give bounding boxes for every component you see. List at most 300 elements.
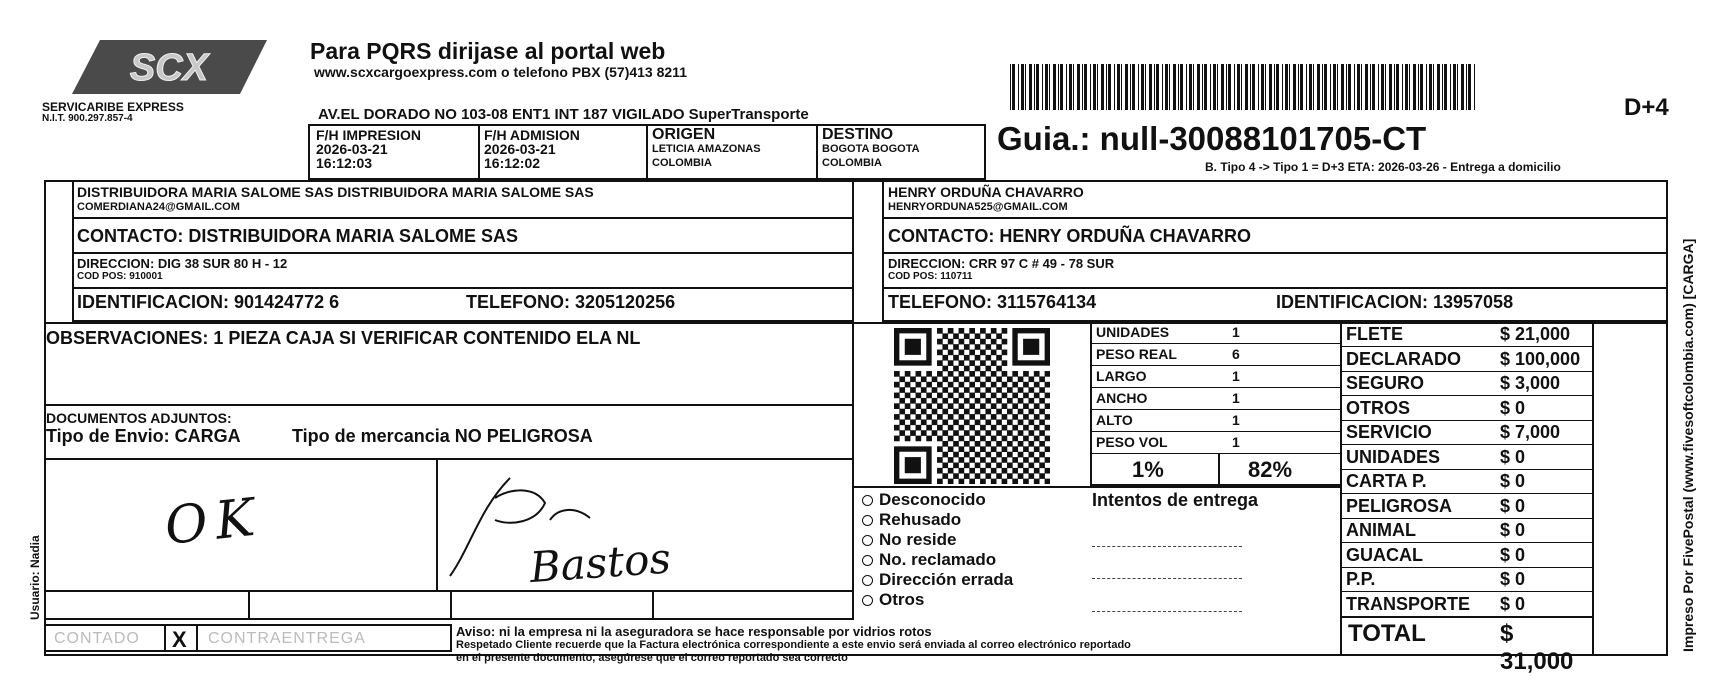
- barcode-bar: [1372, 64, 1375, 110]
- barcode-bar: [1474, 64, 1475, 110]
- barcode-bar: [1202, 64, 1203, 110]
- receiver-contacto: CONTACTO: HENRY ORDUÑA CHAVARRO: [888, 226, 1251, 246]
- barcode-bar: [1241, 64, 1242, 110]
- barcode-bar: [1114, 64, 1115, 110]
- measure-value: 1: [1232, 368, 1240, 384]
- qr-module: [969, 436, 975, 442]
- origen-cell: ORIGEN LETICIA AMAZONAS COLOMBIA: [652, 126, 761, 169]
- qr-module: [910, 398, 916, 404]
- qr-module: [1039, 441, 1045, 447]
- qr-module: [959, 360, 965, 366]
- qr-module: [996, 473, 1002, 479]
- qr-module: [969, 382, 975, 388]
- qr-module: [894, 414, 900, 420]
- barcode-bar: [1082, 64, 1083, 110]
- qr-module: [1023, 371, 1029, 377]
- barcode-bar: [1429, 64, 1432, 110]
- qr-module: [1023, 414, 1029, 420]
- barcode-bar: [1409, 64, 1410, 110]
- charge-row: [1342, 469, 1592, 494]
- qr-module: [1002, 360, 1008, 366]
- charge-label: GUACAL: [1346, 544, 1423, 565]
- qr-module: [926, 436, 932, 442]
- qr-module: [980, 414, 986, 420]
- qr-module: [1034, 468, 1040, 474]
- barcode-bar: [1162, 64, 1163, 110]
- qr-module: [959, 425, 965, 431]
- barcode-bar: [1442, 64, 1443, 110]
- charge-row: [1342, 494, 1592, 519]
- qr-module: [1018, 452, 1024, 458]
- qr-module: [894, 382, 900, 388]
- qr-module: [969, 371, 975, 377]
- impresion-cell: F/H IMPRESION 2026-03-21 16:12:03: [316, 127, 422, 171]
- measure-row: [1092, 410, 1340, 432]
- qr-module: [991, 328, 997, 334]
- qr-module: [1034, 446, 1040, 452]
- barcode-bar: [1333, 64, 1336, 110]
- qr-module: [969, 457, 975, 463]
- qr-module: [964, 376, 970, 382]
- delivery-reason-label: Dirección errada: [879, 570, 1014, 589]
- measure-value: 1: [1232, 434, 1240, 450]
- qr-module: [910, 409, 916, 415]
- qr-module: [959, 403, 965, 409]
- measure-value: 1: [1232, 324, 1240, 340]
- qr-module: [1018, 376, 1024, 382]
- qr-module: [948, 393, 954, 399]
- qr-module: [980, 393, 986, 399]
- barcode-bar: [1378, 64, 1379, 110]
- qr-module: [964, 430, 970, 436]
- qr-module: [1002, 425, 1008, 431]
- qr-module: [964, 344, 970, 350]
- qr-module: [942, 398, 948, 404]
- qr-module: [969, 360, 975, 366]
- qr-module: [1012, 436, 1018, 442]
- qr-module: [942, 452, 948, 458]
- qr-module: [980, 382, 986, 388]
- qr-module: [932, 430, 938, 436]
- charge-label: SEGURO: [1346, 373, 1425, 393]
- qr-module: [1002, 479, 1008, 484]
- qr-module: [1007, 462, 1013, 468]
- barcode-bar: [1117, 64, 1120, 110]
- barcode-bar: [1045, 64, 1048, 110]
- signature: [440, 468, 740, 593]
- barcode-bar: [1204, 64, 1207, 110]
- qr-module: [980, 436, 986, 442]
- qr-module: [964, 409, 970, 415]
- qr-module: [959, 350, 965, 356]
- qr-module: [942, 430, 948, 436]
- barcode-bar: [1274, 64, 1275, 110]
- barcode-bar: [1250, 64, 1251, 110]
- payment-contraentrega: CONTRAENTREGA: [208, 630, 366, 647]
- qr-module: [1045, 457, 1050, 463]
- barcode-bar: [1077, 64, 1080, 110]
- measure-label: PESO REAL: [1096, 346, 1177, 362]
- charge-value: $ 0: [1500, 593, 1526, 614]
- qr-module: [1023, 446, 1029, 452]
- guia-number: Guia.: null-30088101705-CT: [997, 120, 1427, 157]
- qr-module: [959, 446, 965, 452]
- qr-module: [991, 382, 997, 388]
- charge-value: $ 0: [1500, 495, 1526, 516]
- barcode-bar: [1261, 64, 1264, 110]
- qr-module: [959, 328, 965, 334]
- barcode-bar: [1217, 64, 1218, 110]
- qr-module: [980, 350, 986, 356]
- qr-module: [894, 436, 900, 442]
- qr-module: [1018, 441, 1024, 447]
- qr-module: [991, 360, 997, 366]
- handwritten-ok: OK: [162, 487, 266, 557]
- qr-module: [964, 441, 970, 447]
- qr-finder: [905, 457, 921, 473]
- barcode-bar: [1457, 64, 1458, 110]
- delivery-reason[interactable]: [862, 510, 1013, 530]
- qr-module: [942, 366, 948, 372]
- qr-module: [991, 479, 997, 484]
- qr-module: [1045, 382, 1050, 388]
- qr-module: [1007, 387, 1013, 393]
- documentos-label: DOCUMENTOS ADJUNTOS:: [46, 410, 232, 426]
- service-code: D+4: [1624, 94, 1669, 121]
- barcode-bar: [1402, 64, 1403, 110]
- qr-module: [975, 462, 981, 468]
- radio-icon[interactable]: [862, 515, 873, 526]
- qr-module: [975, 355, 981, 361]
- sender-direccion: DIRECCION: DIG 38 SUR 80 H - 12: [77, 256, 288, 271]
- barcode-bar: [1193, 64, 1194, 110]
- percent-1: 1%: [1132, 457, 1164, 482]
- barcode-bar: [1381, 64, 1384, 110]
- barcode-bar: [1058, 64, 1059, 110]
- payment-mark: X: [172, 627, 187, 652]
- barcode-bar: [1298, 64, 1299, 110]
- qr-module: [964, 387, 970, 393]
- radio-icon[interactable]: [862, 575, 873, 586]
- total-label: TOTAL: [1348, 620, 1426, 647]
- pqrs-contact: www.scxcargoexpress.com o telefono PBX (57)413 8211: [314, 64, 687, 80]
- barcode-bar: [1165, 64, 1168, 110]
- qr-module: [953, 376, 959, 382]
- intentos-label: Intentos de entrega: [1092, 490, 1259, 510]
- company-address: AV.EL DORADO NO 103-08 ENT1 INT 187 VIGILADO SuperTransporte: [318, 106, 809, 123]
- qr-module: [1007, 419, 1013, 425]
- qr-module: [942, 462, 948, 468]
- barcode-bar: [1060, 64, 1063, 110]
- qr-module: [1018, 419, 1024, 425]
- barcode-bar: [1073, 64, 1074, 110]
- barcode-bar: [1282, 64, 1283, 110]
- charge-value: $ 100,000: [1500, 348, 1581, 369]
- radio-icon[interactable]: [862, 595, 873, 606]
- destino-cell: DESTINO BOGOTA BOGOTA COLOMBIA: [816, 124, 986, 180]
- barcode-bar: [1210, 64, 1211, 110]
- qr-module: [980, 425, 986, 431]
- qr-module: [916, 436, 922, 442]
- charge-value: $ 0: [1500, 569, 1526, 589]
- receiver-cod-pos: COD POS: 110711: [888, 271, 973, 282]
- radio-icon[interactable]: [862, 495, 873, 506]
- qr-module: [1045, 393, 1050, 399]
- qr-module: [1045, 436, 1050, 442]
- barcode-bar: [1466, 64, 1467, 110]
- qr-module: [953, 333, 959, 339]
- qr-module: [959, 414, 965, 420]
- delivery-reason[interactable]: [862, 590, 1013, 610]
- qr-module: [1002, 436, 1008, 442]
- qr-module: [985, 452, 991, 458]
- tipo-mercancia: Tipo de mercancia NO PELIGROSA: [292, 426, 593, 446]
- charge-value: $ 0: [1500, 520, 1526, 540]
- qr-module: [1002, 382, 1008, 388]
- barcode-bar: [1093, 64, 1096, 110]
- barcode-bar: [1309, 64, 1312, 110]
- qr-module: [921, 398, 927, 404]
- company-name: SERVICARIBE EXPRESS: [42, 100, 184, 114]
- qr-module: [948, 436, 954, 442]
- impreso-label: Impreso Por FivePostal (www.fivesoftcolombia.com) [CARGA]: [1680, 238, 1696, 652]
- qr-module: [1039, 419, 1045, 425]
- charges-table: [1340, 322, 1594, 675]
- qr-module: [1045, 425, 1050, 431]
- qr-module: [1012, 382, 1018, 388]
- qr-module: [969, 403, 975, 409]
- qr-module: [905, 371, 911, 377]
- percent-2: 82%: [1248, 457, 1293, 482]
- sender-telefono: TELEFONO: 3205120256: [466, 292, 676, 312]
- qr-module: [899, 430, 905, 436]
- qr-module: [991, 446, 997, 452]
- barcode-bar: [1053, 64, 1056, 110]
- charge-row: [1342, 396, 1592, 421]
- qr-module: [1007, 441, 1013, 447]
- qr-module: [916, 414, 922, 420]
- qr-module: [905, 382, 911, 388]
- barcode-bar: [1069, 64, 1072, 110]
- receiver-direccion: DIRECCION: CRR 97 C # 49 - 78 SUR: [888, 256, 1115, 271]
- qr-module: [969, 339, 975, 345]
- barcode-bar: [1138, 64, 1139, 110]
- company-logo: [72, 40, 267, 94]
- qr-module: [953, 398, 959, 404]
- intento-line-3: [1092, 611, 1242, 612]
- qr-module: [964, 366, 970, 372]
- qr-module: [937, 425, 943, 431]
- qr-module: [910, 387, 916, 393]
- barcode-bar: [1370, 64, 1371, 110]
- qr-module: [1023, 393, 1029, 399]
- qr-module: [942, 355, 948, 361]
- barcode-bar: [1433, 64, 1434, 110]
- measure-label: PESO VOL: [1096, 434, 1168, 450]
- qr-module: [1007, 376, 1013, 382]
- barcode-bar: [1121, 64, 1122, 110]
- qr-module: [1028, 398, 1034, 404]
- barcode-bar: [1197, 64, 1200, 110]
- qr-module: [910, 419, 916, 425]
- measure-row: [1092, 344, 1340, 366]
- qr-module: [980, 468, 986, 474]
- qr-module: [996, 333, 1002, 339]
- tipo-line: B. Tipo 4 -> Tipo 1 = D+3 ETA: 2026-03-26 - Entrega a domicilio: [1205, 160, 1561, 174]
- qr-module: [1007, 430, 1013, 436]
- qr-module: [959, 393, 965, 399]
- qr-module: [926, 382, 932, 388]
- barcode-bar: [1221, 64, 1224, 110]
- barcode-bar: [1330, 64, 1331, 110]
- charge-label: SERVICIO: [1346, 422, 1432, 442]
- qr-module: [937, 436, 943, 442]
- observaciones: OBSERVACIONES: 1 PIEZA CAJA SI VERIFICAR CONTENIDO ELA NL: [46, 328, 641, 348]
- charge-row: [1342, 420, 1592, 445]
- qr-module: [1034, 371, 1040, 377]
- barcode-bar: [1132, 64, 1135, 110]
- delivery-reason-label: No reside: [879, 530, 957, 549]
- delivery-reason[interactable]: [862, 570, 1013, 590]
- charge-value: $ 7,000: [1500, 422, 1561, 442]
- qr-module: [1023, 382, 1029, 388]
- barcode-bar: [1269, 64, 1272, 110]
- receiver-identificacion: IDENTIFICACION: 13957058: [1276, 292, 1514, 312]
- qr-module: [975, 441, 981, 447]
- qr-module: [1002, 414, 1008, 420]
- delivery-reason[interactable]: [862, 530, 1013, 550]
- payment-contado: CONTADO: [54, 630, 140, 647]
- charge-label: CARTA P.: [1346, 471, 1427, 491]
- charge-row: [1342, 518, 1592, 543]
- qr-module: [1028, 441, 1034, 447]
- qr-module: [921, 419, 927, 425]
- charge-row: [1342, 543, 1592, 568]
- sender-identificacion: IDENTIFICACION: 901424772 6: [77, 292, 340, 312]
- charge-row: [1342, 592, 1592, 617]
- qr-module: [991, 339, 997, 345]
- qr-module: [1018, 398, 1024, 404]
- qr-module: [964, 473, 970, 479]
- qr-module: [1034, 479, 1040, 484]
- qr-module: [1002, 371, 1008, 377]
- qr-module: [1002, 328, 1008, 334]
- qr-module: [1012, 414, 1018, 420]
- qr-module: [1012, 403, 1018, 409]
- qr-module: [975, 430, 981, 436]
- barcode-bar: [1289, 64, 1290, 110]
- qr-module: [942, 333, 948, 339]
- delivery-reason[interactable]: [862, 550, 1013, 570]
- barcode-bar: [1125, 64, 1128, 110]
- qr-module: [948, 328, 954, 334]
- qr-module: [991, 371, 997, 377]
- sender-name: DISTRIBUIDORA MARIA SALOME SAS DISTRIBUIDORA MARIA SALOME SAS: [77, 184, 594, 200]
- svg-text:Bastos: Bastos: [528, 533, 673, 588]
- delivery-reason[interactable]: [862, 490, 1013, 510]
- qr-module: [1018, 430, 1024, 436]
- qr-module: [964, 398, 970, 404]
- qr-module: [996, 376, 1002, 382]
- qr-module: [937, 414, 943, 420]
- measure-label: LARGO: [1096, 368, 1147, 384]
- charge-value: $ 0: [1500, 471, 1526, 491]
- barcode-bar: [1396, 64, 1399, 110]
- qr-module: [985, 441, 991, 447]
- qr-module: [937, 382, 943, 388]
- delivery-reasons: [862, 490, 1013, 610]
- barcode-bar: [1180, 64, 1183, 110]
- barcode-bar: [1461, 64, 1464, 110]
- qr-code: [894, 328, 1050, 489]
- qr-module: [985, 430, 991, 436]
- barcode-bar: [1010, 64, 1011, 110]
- qr-module: [1012, 479, 1018, 484]
- charge-row: [1342, 347, 1592, 372]
- barcode-bar: [1189, 64, 1192, 110]
- qr-module: [1012, 457, 1018, 463]
- qr-module: [921, 409, 927, 415]
- payment-row: [44, 624, 452, 652]
- barcode-bar: [1322, 64, 1323, 110]
- barcode-bar: [1173, 64, 1176, 110]
- sender-contacto: CONTACTO: DISTRIBUIDORA MARIA SALOME SAS: [77, 226, 518, 246]
- qr-module: [948, 350, 954, 356]
- qr-module: [1028, 452, 1034, 458]
- barcode-bar: [1169, 64, 1170, 110]
- qr-module: [894, 371, 900, 377]
- qr-module: [916, 393, 922, 399]
- barcode-bar: [1025, 64, 1026, 110]
- barcode-bar: [1029, 64, 1032, 110]
- charge-value: $ 21,000: [1500, 324, 1571, 344]
- qr-module: [953, 344, 959, 350]
- measure-value: 6: [1232, 346, 1240, 362]
- radio-icon[interactable]: [862, 555, 873, 566]
- barcode-bar: [1130, 64, 1131, 110]
- measure-row: [1092, 366, 1340, 388]
- qr-module: [1007, 452, 1013, 458]
- delivery-reason-label: Rehusado: [879, 510, 962, 529]
- qr-module: [985, 398, 991, 404]
- qr-module: [894, 403, 900, 409]
- qr-module: [1018, 462, 1024, 468]
- company-nit: N.I.T. 900.297.857-4: [42, 113, 133, 124]
- qr-module: [980, 339, 986, 345]
- route-header: [308, 124, 818, 180]
- radio-icon[interactable]: [862, 535, 873, 546]
- qr-module: [969, 393, 975, 399]
- barcode-bar: [1156, 64, 1159, 110]
- charge-value: $ 0: [1500, 446, 1526, 467]
- qr-module: [948, 457, 954, 463]
- barcode-bar: [1413, 64, 1416, 110]
- qr-module: [969, 328, 975, 334]
- qr-module: [1023, 479, 1029, 484]
- barcode-bar: [1042, 64, 1043, 110]
- qr-module: [899, 398, 905, 404]
- qr-module: [996, 366, 1002, 372]
- barcode-bar: [1213, 64, 1216, 110]
- qr-module: [1034, 382, 1040, 388]
- qr-module: [991, 403, 997, 409]
- barcode-bar: [1141, 64, 1144, 110]
- qr-module: [905, 436, 911, 442]
- barcode-bar: [1444, 64, 1447, 110]
- barcode-bar: [1300, 64, 1303, 110]
- qr-module: [980, 446, 986, 452]
- qr-module: [948, 360, 954, 366]
